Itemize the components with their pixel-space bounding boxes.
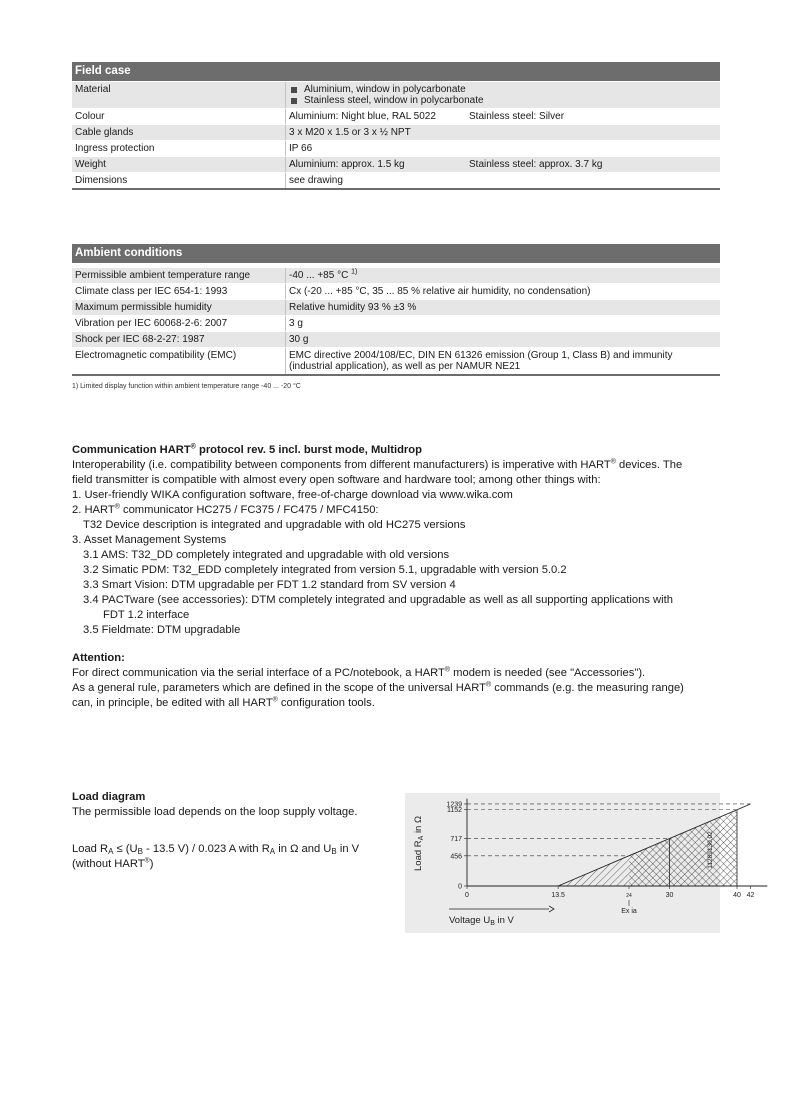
table-row: Weight Aluminium: approx. 1.5 kg Stainless steel: approx. 3.7 kg xyxy=(72,156,720,172)
table-row: Maximum permissible humidity Relative humidity 93 % ±3 % xyxy=(72,299,720,315)
footnote: 1) Limited display function within ambient temperature range -40 ... -20 °C xyxy=(72,383,301,390)
ambient-conditions-header: Ambient conditions xyxy=(72,244,720,263)
crosshatch-area xyxy=(629,810,737,886)
y-tick-label: 456 xyxy=(450,853,462,861)
table-row: Dimensions see drawing xyxy=(72,172,720,188)
table-row: Colour Aluminium: Night blue, RAL 5022 Stainless steel: Silver xyxy=(72,108,720,124)
table-row: Cable glands 3 x M20 x 1.5 or 3 x ½ NPT xyxy=(72,124,720,140)
load-diagram xyxy=(405,793,755,933)
bullet-icon xyxy=(291,98,297,104)
load-formula: Load RA ≤ (UB - 13.5 V) / 0.023 A with RA in Ω and UB in V xyxy=(72,843,360,856)
table-bottom-rule xyxy=(72,188,720,190)
y-tick-label: 1239 xyxy=(446,801,462,809)
table-row: Vibration per IEC 60068-2-6: 2007 3 g xyxy=(72,315,720,331)
y-tick-label: 717 xyxy=(450,836,462,844)
x-tick-label: 42 xyxy=(746,892,755,899)
table-row: Electromagnetic compatibility (EMC) EMC directive 2004/108/EC, DIN EN 61326 emission (Group 1, Class B) and immunity (industrial application), as well as per NAMUR NE21 xyxy=(72,347,720,374)
x-axis-label: Voltage $U_B$ in V xyxy=(449,915,514,927)
arrow-head-icon xyxy=(549,906,554,912)
section-heading: Communication HART® protocol rev. 5 incl. burst mode, Multidrop xyxy=(72,443,422,456)
drawing-code: 11289130.02 xyxy=(707,831,714,869)
table-row: Shock per IEC 68-2-27: 1987 30 g xyxy=(72,331,720,347)
x-tick-label: 30 xyxy=(665,892,674,899)
x-tick-label: 40 xyxy=(733,892,741,899)
table-row: Climate class per IEC 654-1: 1993 Cx (-20 ... +85 °C, 35 ... 85 % relative air humidity, no condensation) xyxy=(72,283,720,299)
x-tick-label: 0 xyxy=(465,892,469,899)
section-heading: Attention: xyxy=(72,652,125,664)
x-tick-label: 13.5 xyxy=(551,892,565,899)
field-case-header: Field case xyxy=(72,62,720,81)
attention-section: Attention: For direct communication via the serial interface of a PC/notebook, a HART® modem is needed (see "Accessories"). As a general rule, parameters which are defined in the scope of the universal HART® commands (e.g. the measuring range) can, in principle, be edited with all HART® configuration tools. xyxy=(72,651,722,711)
y-tick-label: 1152 xyxy=(446,807,462,815)
ambient-conditions-table xyxy=(72,244,720,376)
load-diagram-text: Load diagram The permissible load depends on the loop supply voltage. Load RA ≤ (UB - 13.5 V) / 0.023 A with RA in Ω and UB in V (without HART®) xyxy=(72,790,392,872)
y-tick-label: 0 xyxy=(458,883,462,891)
hart-section: Communication HART® protocol rev. 5 incl. burst mode, Multidrop Interoperability (i.e. compatibility between components from different manufacturers) is imperative with HART® devices. The field transmitter is compatible with almost every open software and hardware tool; among other things with: 1. User-friendly WIKA configuration software, free-of-charge download via www.wika.com 2. HART® communicator HC275 / FC375 / FC475 / MFC4150: T32 Device description is integrated and upgradable with old HC275 versions 3. Asset Management Systems 3.1 AMS: T32_DD completely integrated and upgradable with old versions 3.2 Simatic PDM: T32_EDD completely integrated from version 5.1, upgradable with version 5.0.2 3.3 Smart Vision: DTM upgradable per FDT 1.2 standard from SV version 4 3.4 PACTware (see accessories): DTM completely integrated and upgradable as well as all supporting applications with FDT 1.2 interface 3.5 Fieldmate: DTM upgradable xyxy=(72,443,722,638)
table-row: Permissible ambient temperature range -40 ... +85 °C $^{1)}$ xyxy=(72,267,720,283)
table-row: Ingress protection IP 66 xyxy=(72,140,720,156)
table-row: Material Aluminium, window in polycarbonate Stainless steel, window in polycarbonate xyxy=(72,81,720,108)
ex-ia-label: Ex ia xyxy=(621,908,637,915)
bullet-icon xyxy=(291,87,297,93)
load-diagram-svg xyxy=(405,793,755,933)
table-bottom-rule xyxy=(72,374,720,376)
section-heading: Load diagram xyxy=(72,791,146,803)
x-tick-label: 24 xyxy=(626,893,632,899)
y-axis-label: Load $R_A$ in Ω xyxy=(413,815,425,871)
field-case-table xyxy=(72,62,720,190)
